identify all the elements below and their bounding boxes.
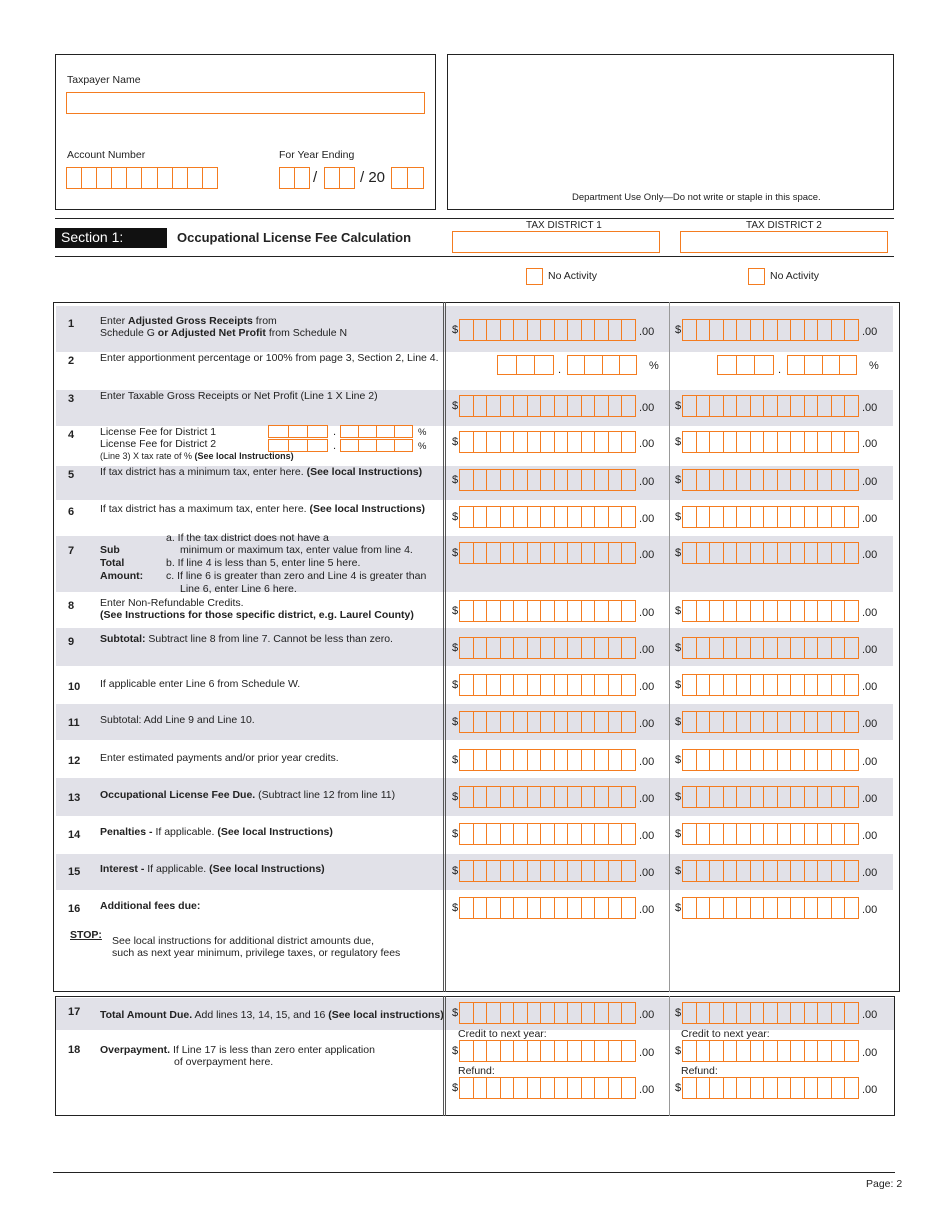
line-16-d1-cents: .00 (639, 904, 655, 916)
line-7-b: b. If line 4 is less than 5, enter line 5 here. (166, 557, 361, 569)
line-5-d2-cents: .00 (862, 476, 878, 488)
line-8-d1-dollar: $ (452, 605, 459, 617)
line-17-d2-dollar: $ (675, 1007, 682, 1019)
line-13-number: 13 (68, 792, 81, 804)
line-4-d1-input[interactable] (459, 431, 636, 453)
line-4-rate-pct-2: % (418, 441, 427, 452)
line-7-number: 7 (68, 545, 75, 557)
line-15-d1-input[interactable] (459, 860, 636, 882)
line-18-credit-d1-input[interactable] (459, 1040, 636, 1062)
line-8-d1-input[interactable] (459, 600, 636, 622)
no-activity-label-1: No Activity (548, 270, 598, 282)
account-number-input[interactable] (66, 167, 218, 189)
line-1-d1-dollar: $ (452, 324, 459, 336)
line-16-d2-dollar: $ (675, 902, 682, 914)
line-3-number: 3 (68, 393, 75, 405)
section-top-rule (55, 218, 894, 219)
line-17-d2-input[interactable] (682, 1002, 859, 1024)
line-9-d1-cents: .00 (639, 644, 655, 656)
line-2-text-1: Enter apportionment percentage or 100% from page 3, Section 2, Line 4. (100, 352, 439, 364)
year-day-input[interactable] (324, 167, 355, 189)
line-3-d1-cents: .00 (639, 402, 655, 414)
line-9-d1-dollar: $ (452, 642, 459, 654)
line-11-d2-cents: .00 (862, 718, 878, 730)
line-11-d1-input[interactable] (459, 711, 636, 733)
line-17-d1-dollar: $ (452, 1007, 459, 1019)
department-use-label: Department Use Only—Do not write or staple in this space. (572, 192, 821, 203)
line-4-text-1: License Fee for District 1 (100, 426, 217, 438)
line-9-text-1: Subtotal: Subtract line 8 from line 7. Cannot be less than zero. (100, 633, 393, 645)
line-7-d1-cents: .00 (639, 549, 655, 561)
taxpayer-name-label: Taxpayer Name (67, 74, 141, 86)
line-8-d1-cents: .00 (639, 607, 655, 619)
year-ending-label: For Year Ending (279, 149, 355, 161)
line-15-d2-input[interactable] (682, 860, 859, 882)
district2-label: TAX DISTRICT 2 (746, 220, 822, 231)
line-10-d2-dollar: $ (675, 679, 682, 691)
line-16-d1-input[interactable] (459, 897, 636, 919)
line-4-d2-input[interactable] (682, 431, 859, 453)
line-1-d1-input[interactable] (459, 319, 636, 341)
year-suffix-input[interactable] (391, 167, 424, 189)
line-5-d1-cents: .00 (639, 476, 655, 488)
line-8-d2-cents: .00 (862, 607, 878, 619)
line-16-d1-dollar: $ (452, 902, 459, 914)
line-7-amount: Amount: (100, 570, 144, 582)
line-2-pct-int-2[interactable] (717, 355, 774, 375)
line-11-text-1: Subtotal: Add Line 9 and Line 10. (100, 714, 255, 726)
stop-text-1: See local instructions for additional district amounts due, (112, 935, 375, 947)
line-3-text-1: Enter Taxable Gross Receipts or Net Profit (Line 1 X Line 2) (100, 390, 378, 402)
line-13-d2-cents: .00 (862, 793, 878, 805)
line-8-text-2: (See Instructions for those specific district, e.g. Laurel County) (100, 609, 414, 621)
line-18-refund-d1-cents: .00 (639, 1084, 655, 1096)
line-3-d1-dollar: $ (452, 400, 459, 412)
line-6-d1-input[interactable] (459, 506, 636, 528)
line-13-d1-input[interactable] (459, 786, 636, 808)
line-12-d2-cents: .00 (862, 756, 878, 768)
line-5-d2-input[interactable] (682, 469, 859, 491)
line-6-d1-cents: .00 (639, 513, 655, 525)
line-7-d2-input[interactable] (682, 542, 859, 564)
line-4-d1-cents: .00 (639, 438, 655, 450)
refund-label-2: Refund: (681, 1065, 718, 1077)
line-7-c1: c. If line 6 is greater than zero and Line 4 is greater than (166, 570, 427, 582)
line-15-d1-cents: .00 (639, 867, 655, 879)
line-18-refund-d2-input[interactable] (682, 1077, 859, 1099)
line-18-refund-d1-dollar: $ (452, 1082, 459, 1094)
line-5-d1-input[interactable] (459, 469, 636, 491)
year-month-input[interactable] (279, 167, 310, 189)
line-4-rate-int-2[interactable] (268, 439, 328, 452)
line-10-d2-cents: .00 (862, 681, 878, 693)
line-3-d2-cents: .00 (862, 402, 878, 414)
line-7-total: Total (100, 557, 125, 569)
line-4-number: 4 (68, 429, 75, 441)
line-14-d2-input[interactable] (682, 823, 859, 845)
line-10-d2-input[interactable] (682, 674, 859, 696)
line-2-pct-2: % (869, 360, 879, 372)
line-8-d2-dollar: $ (675, 605, 682, 617)
line-4-text-2: License Fee for District 2 (100, 438, 217, 450)
taxpayer-name-input[interactable] (66, 92, 425, 114)
line-14-text-1: Penalties - If applicable. (See local Instructions) (100, 826, 333, 838)
line-8-text-1: Enter Non-Refundable Credits. (100, 597, 244, 609)
line-18-credit-d2-cents: .00 (862, 1047, 878, 1059)
account-number-label: Account Number (67, 149, 146, 161)
line-2-number: 2 (68, 355, 75, 367)
district2-input[interactable] (680, 231, 888, 253)
line-14-number: 14 (68, 829, 81, 841)
line-8-d2-input[interactable] (682, 600, 859, 622)
department-use-box (447, 54, 894, 210)
line-4-rate-dot-1: . (333, 426, 337, 438)
line-13-d2-dollar: $ (675, 791, 682, 803)
line-6-d2-dollar: $ (675, 511, 682, 523)
line-5-d2-dollar: $ (675, 474, 682, 486)
line-7-a2: minimum or maximum tax, enter value from line 4. (180, 544, 413, 556)
no-activity-checkbox-2[interactable] (748, 268, 765, 285)
line-16-d2-input[interactable] (682, 897, 859, 919)
year-prefix: / 20 (360, 169, 386, 186)
line-9-number: 9 (68, 636, 75, 648)
refund-label-1: Refund: (458, 1065, 495, 1077)
line-2-pct-dec-1[interactable] (567, 355, 637, 375)
line-12-d2-input[interactable] (682, 749, 859, 771)
line-9-d2-cents: .00 (862, 644, 878, 656)
line-2-dot-1: . (558, 364, 562, 376)
line-1-d1-cents: .00 (639, 326, 655, 338)
line-10-d1-cents: .00 (639, 681, 655, 693)
line-3-d2-dollar: $ (675, 400, 682, 412)
line-1-d2-cents: .00 (862, 326, 878, 338)
line-14-d1-cents: .00 (639, 830, 655, 842)
page-number: Page: 2 (866, 1178, 903, 1190)
line-11-d1-dollar: $ (452, 716, 459, 728)
line-18-refund-d2-dollar: $ (675, 1082, 682, 1094)
line-12-d1-dollar: $ (452, 754, 459, 766)
slash: / (313, 169, 318, 186)
line-9-d1-input[interactable] (459, 637, 636, 659)
line-18-credit-d1-cents: .00 (639, 1047, 655, 1059)
line-3-d1-input[interactable] (459, 395, 636, 417)
line-7-a1: a. If the tax district does not have a (166, 532, 329, 544)
line-18-number: 18 (68, 1044, 81, 1056)
line-9-d2-dollar: $ (675, 642, 682, 654)
line-7-d2-dollar: $ (675, 547, 682, 559)
line-16-text-1: Additional fees due: (100, 900, 201, 912)
line-6-d2-cents: .00 (862, 513, 878, 525)
line-4-d2-cents: .00 (862, 438, 878, 450)
district1-label: TAX DISTRICT 1 (526, 220, 602, 231)
section-title: Occupational License Fee Calculation (177, 230, 412, 245)
line-1-d2-input[interactable] (682, 319, 859, 341)
district-column-divider (669, 302, 670, 992)
line-6-text-1: If tax district has a maximum tax, enter here. (See local Instructions) (100, 503, 426, 515)
line-10-d1-input[interactable] (459, 674, 636, 696)
line-12-d1-input[interactable] (459, 749, 636, 771)
line-2-pct-dec-2[interactable] (787, 355, 857, 375)
line-18-credit-d1-dollar: $ (452, 1045, 459, 1057)
credit-next-year-label-2: Credit to next year: (681, 1028, 770, 1040)
line-12-number: 12 (68, 755, 81, 767)
line-10-number: 10 (68, 681, 81, 693)
section-bottom-rule (55, 256, 894, 257)
line-4-rate-dec-1[interactable] (340, 425, 413, 438)
line-15-d1-dollar: $ (452, 865, 459, 877)
section-tag-text: Section 1: (61, 229, 124, 245)
line-17-text: Total Amount Due. Add lines 13, 14, 15, and 16 (See local instructions) (100, 1009, 444, 1021)
total-district-divider (669, 996, 670, 1116)
line-2-pct-int-1[interactable] (497, 355, 554, 375)
line-18-refund-d1-input[interactable] (459, 1077, 636, 1099)
line-1-number: 1 (68, 318, 75, 330)
line-17-number: 17 (68, 1006, 81, 1018)
line-15-number: 15 (68, 866, 81, 878)
line-14-d1-input[interactable] (459, 823, 636, 845)
line-10-d1-dollar: $ (452, 679, 459, 691)
line-9-d2-input[interactable] (682, 637, 859, 659)
footer-rule (53, 1172, 895, 1173)
line-14-d1-dollar: $ (452, 828, 459, 840)
line-4-d1-dollar: $ (452, 436, 459, 448)
line-18-text-2: of overpayment here. (174, 1056, 274, 1068)
line-13-text-1: Occupational License Fee Due. (Subtract line 12 from line 11) (100, 789, 396, 801)
line-17-d1-cents: .00 (639, 1009, 655, 1021)
line-8-number: 8 (68, 600, 75, 612)
line-7-d2-cents: .00 (862, 549, 878, 561)
line-6-d2-input[interactable] (682, 506, 859, 528)
line-5-text-1: If tax district has a minimum tax, enter here. (See local Instructions) (100, 466, 423, 478)
line-17-d2-cents: .00 (862, 1009, 878, 1021)
total-column-divider (443, 996, 446, 1116)
line-4-d2-dollar: $ (675, 436, 682, 448)
line-7-sub: Sub (100, 544, 120, 556)
line-6-d1-dollar: $ (452, 511, 459, 523)
credit-next-year-label-1: Credit to next year: (458, 1028, 547, 1040)
line-4-text-3: (Line 3) X tax rate of % (See local Instructions) (100, 451, 294, 461)
line-10-text-1: If applicable enter Line 6 from Schedule W. (100, 678, 301, 690)
line-12-d1-cents: .00 (639, 756, 655, 768)
line-7-c2: Line 6, enter Line 6 here. (180, 583, 297, 595)
line-1-text-1: Enter Adjusted Gross Receipts from (100, 315, 277, 327)
district1-input[interactable] (452, 231, 660, 253)
line-11-d2-dollar: $ (675, 716, 682, 728)
line-15-text-1: Interest - If applicable. (See local Instructions) (100, 863, 325, 875)
no-activity-label-2: No Activity (770, 270, 820, 282)
line-4-rate-dec-2[interactable] (340, 439, 413, 452)
line-17-d1-input[interactable] (459, 1002, 636, 1024)
line-15-d2-dollar: $ (675, 865, 682, 877)
line-4-rate-int-1[interactable] (268, 425, 328, 438)
line-11-d1-cents: .00 (639, 718, 655, 730)
line-13-d1-dollar: $ (452, 791, 459, 803)
line-14-d2-dollar: $ (675, 828, 682, 840)
line-2-dot-2: . (778, 364, 782, 376)
line-7-d1-input[interactable] (459, 542, 636, 564)
stop-label: STOP: (70, 929, 102, 941)
line-5-number: 5 (68, 469, 75, 481)
line-18-credit-d2-input[interactable] (682, 1040, 859, 1062)
line-13-d1-cents: .00 (639, 793, 655, 805)
line-11-d2-input[interactable] (682, 711, 859, 733)
line-1-text-2: Schedule G or Adjusted Net Profit from Schedule N (100, 327, 348, 339)
line-12-d2-dollar: $ (675, 754, 682, 766)
line-1-d2-dollar: $ (675, 324, 682, 336)
line-5-d1-dollar: $ (452, 474, 459, 486)
table-column-divider (443, 302, 446, 992)
line-6-number: 6 (68, 506, 75, 518)
line-3-d2-input[interactable] (682, 395, 859, 417)
no-activity-checkbox-1[interactable] (526, 268, 543, 285)
line-18-text-1: Overpayment. If Line 17 is less than zero enter application (100, 1044, 375, 1056)
stop-text-2: such as next year minimum, privilege taxes, or regulatory fees (112, 947, 401, 959)
line-4-rate-dot-2: . (333, 440, 337, 452)
line-18-refund-d2-cents: .00 (862, 1084, 878, 1096)
line-13-d2-input[interactable] (682, 786, 859, 808)
line-16-d2-cents: .00 (862, 904, 878, 916)
line-11-number: 11 (68, 717, 80, 729)
line-18-credit-d2-dollar: $ (675, 1045, 682, 1057)
line-16-number: 16 (68, 903, 81, 915)
line-12-text-1: Enter estimated payments and/or prior year credits. (100, 752, 339, 764)
line-2-pct-1: % (649, 360, 659, 372)
line-14-d2-cents: .00 (862, 830, 878, 842)
line-4-rate-pct-1: % (418, 427, 427, 438)
line-7-d1-dollar: $ (452, 547, 459, 559)
line-15-d2-cents: .00 (862, 867, 878, 879)
